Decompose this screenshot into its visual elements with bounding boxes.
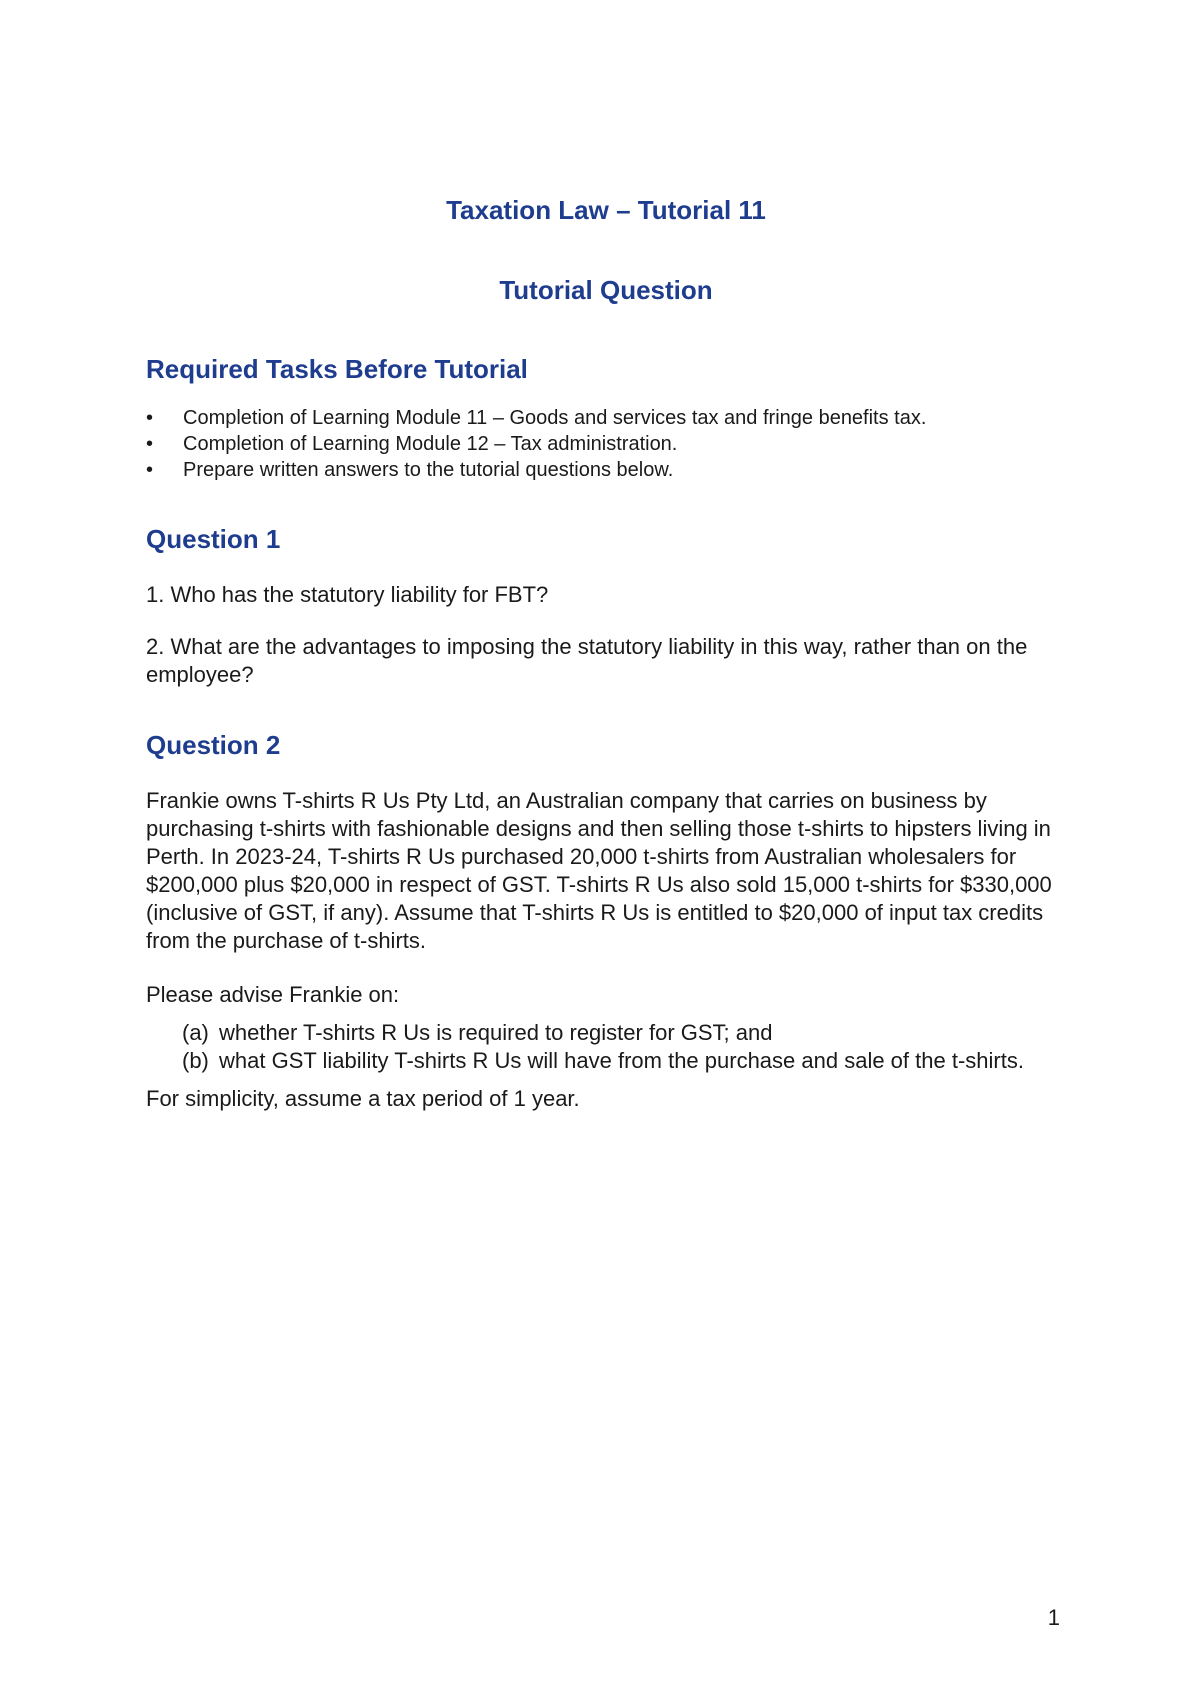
- list-item: [146, 431, 1066, 457]
- bullet-icon: •: [146, 459, 154, 481]
- required-tasks-list: [146, 405, 1066, 483]
- sub-item-a: [146, 1019, 1066, 1047]
- page-number: 1: [1047, 1605, 1060, 1630]
- sub-item-marker: (b): [182, 1048, 209, 1073]
- question-1-part-2: 2. What are the advantages to imposing the statutory liability in this way, rather than on the employee?: [146, 634, 1028, 687]
- list-item-text: Completion of Learning Module 11 – Goods and services tax and fringe benefits tax.: [183, 407, 927, 429]
- sub-item-marker: (a): [182, 1020, 209, 1045]
- page-content: [146, 190, 1066, 1113]
- question-2-body: Frankie owns T-shirts R Us Pty Ltd, an Australian company that carries on business by purchasing t-shirts with fashionable designs and then selling those t-shirts to hipsters living in Perth. In 2023-24, T-shirts R Us purchased 20,000 t-shirts from Australian wholesalers for $200,000 plus $20,000 in respect of GST. T-shirts R Us also sold 15,000 t-shirts for $330,000 (inclusive of GST, if any). Assume that T-shirts R Us is entitled to $20,000 of input tax credits from the purchase of t-shirts.: [146, 788, 1052, 953]
- question-2-heading: Question 2: [146, 730, 281, 760]
- question-1-part-1: 1. Who has the statutory liability for FBT?: [146, 582, 549, 607]
- document-title: Taxation Law – Tutorial 11: [446, 195, 766, 225]
- question-2-sub-items: [146, 1019, 1066, 1075]
- bullet-icon: •: [146, 433, 154, 455]
- sub-item-text: what GST liability T-shirts R Us will have from the purchase and sale of the t-shirts.: [219, 1048, 1024, 1073]
- list-item-text: Completion of Learning Module 12 – Tax administration.: [183, 433, 678, 455]
- list-item: [146, 405, 1066, 431]
- question-1-heading: Question 1: [146, 524, 281, 554]
- required-tasks-heading: Required Tasks Before Tutorial: [146, 354, 528, 384]
- sub-item-text: whether T-shirts R Us is required to register for GST; and: [219, 1020, 773, 1045]
- list-item: [146, 457, 1066, 483]
- bullet-icon: •: [146, 407, 154, 429]
- question-2-advise-intro: Please advise Frankie on:: [146, 982, 400, 1007]
- list-item-text: Prepare written answers to the tutorial questions below.: [183, 459, 674, 481]
- document-subtitle: Tutorial Question: [499, 275, 713, 305]
- question-2-closing: For simplicity, assume a tax period of 1 year.: [146, 1086, 580, 1111]
- sub-item-b: [146, 1047, 1066, 1075]
